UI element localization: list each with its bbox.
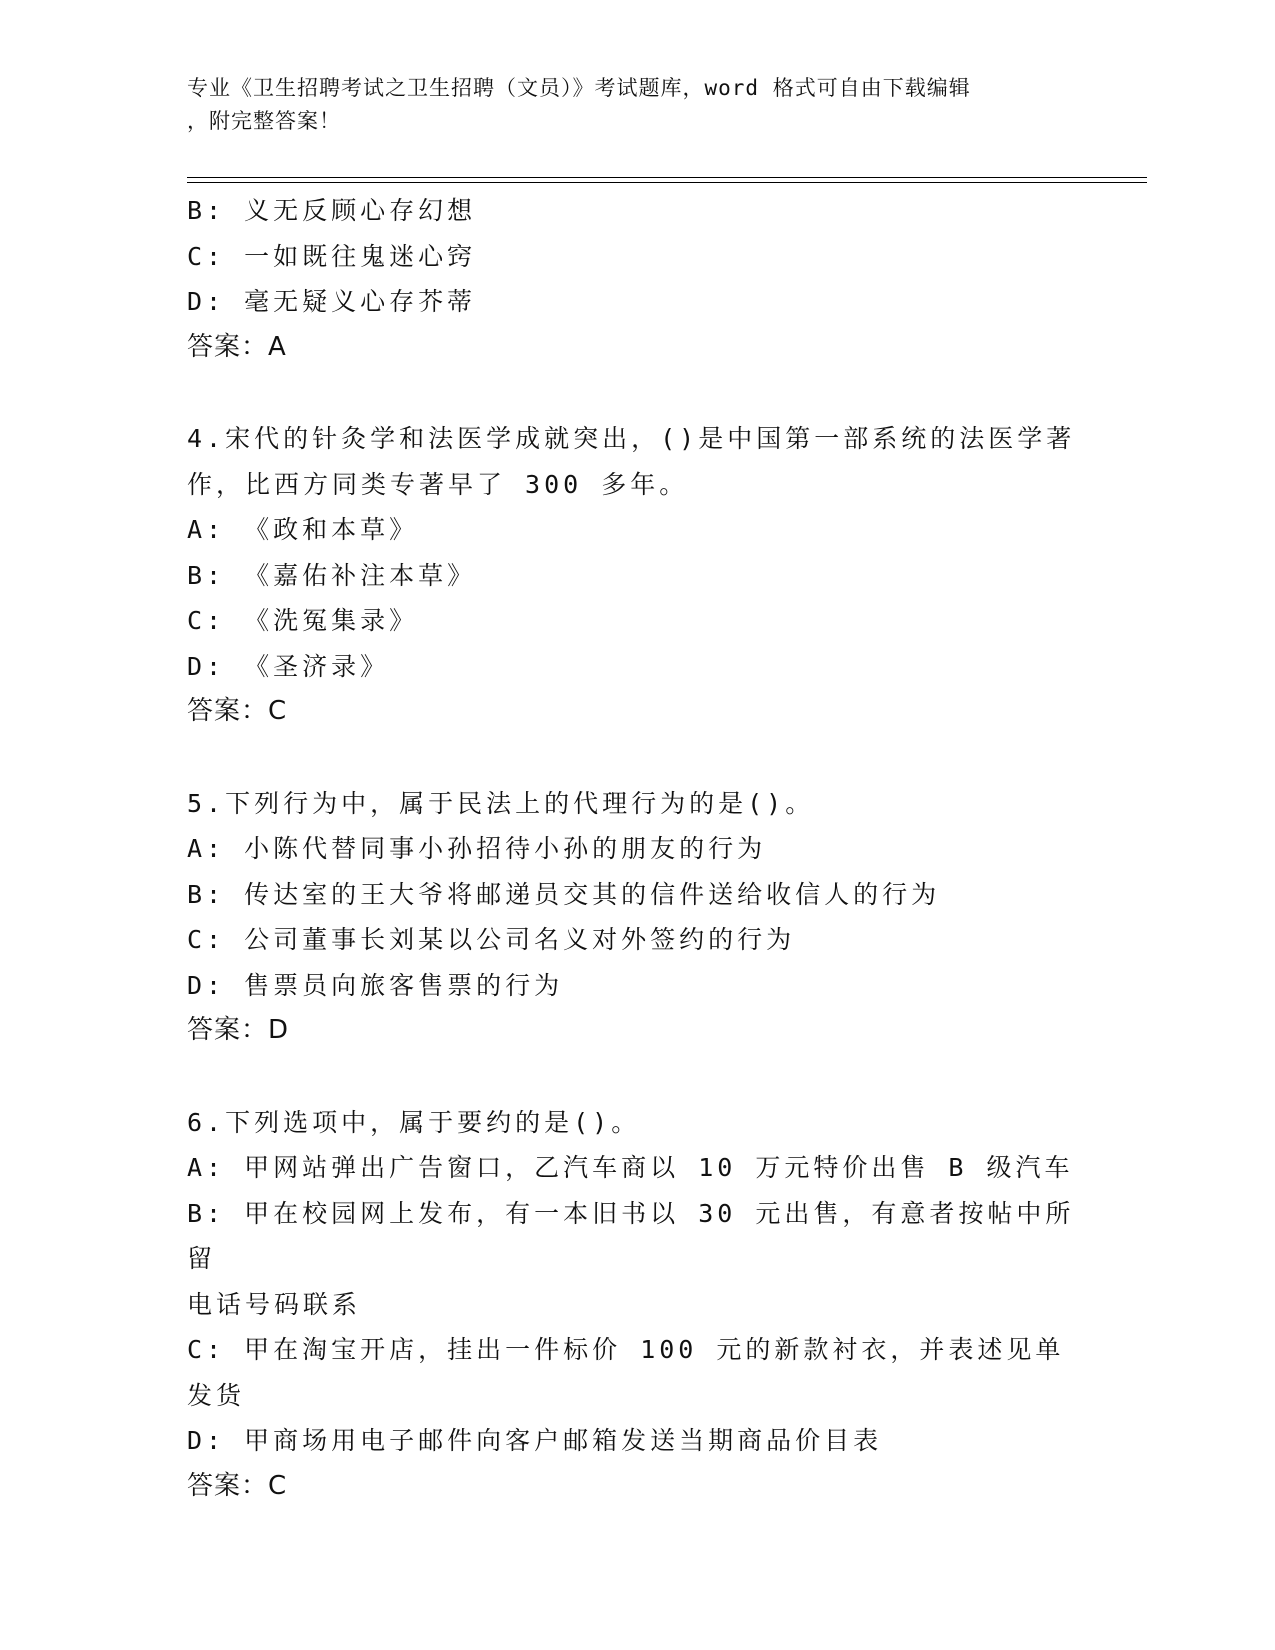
option-d: D: 甲商场用电子邮件向客户邮箱发送当期商品价目表 bbox=[187, 1426, 883, 1455]
option-c: C: 《洗冤集录》 bbox=[187, 606, 419, 635]
header-line-2: ，附完整答案！ bbox=[187, 109, 341, 133]
option-c: C: 一如既往鬼迷心窍 bbox=[187, 241, 477, 271]
header-line-1: 专业《卫生招聘考试之卫生招聘（文员）》考试题库，word 格式可自由下载编辑 bbox=[187, 76, 971, 100]
question-stem: 5.下列行为中，属于民法上的代理行为的是()。 bbox=[187, 788, 815, 818]
option-c: C: 公司董事长刘某以公司名义对外签约的行为 bbox=[187, 925, 796, 954]
option-a: A: 小陈代替同事小孙招待小孙的朋友的行为 bbox=[187, 834, 767, 863]
question-stem: 6.下列选项中，属于要约的是()。 bbox=[187, 1107, 641, 1137]
option-a: A: 甲网站弹出广告窗口，乙汽车商以 10 万元特价出售 B 级汽车 bbox=[187, 1153, 1074, 1182]
question-6 bbox=[187, 1100, 1087, 1510]
answer: 答案：A bbox=[187, 331, 287, 362]
option-a: A: 《政和本草》 bbox=[187, 515, 419, 544]
answer: 答案：C bbox=[187, 696, 288, 726]
question-3-continued bbox=[187, 188, 1087, 370]
answer: 答案：C bbox=[187, 1470, 288, 1501]
option-c: C: 甲在淘宝开店，挂出一件标价 100 元的新款衬衣，并表述见单发货 bbox=[187, 1335, 1065, 1410]
question-list bbox=[187, 188, 1087, 1509]
option-b: B: 义无反顾心存幻想 bbox=[187, 196, 477, 225]
option-d: D: 《圣济录》 bbox=[187, 651, 390, 681]
header-rule-bottom bbox=[187, 182, 1147, 183]
option-b: B: 《嘉佑补注本草》 bbox=[187, 560, 477, 590]
answer: 答案：D bbox=[187, 1015, 290, 1045]
question-stem: 4.宋代的针灸学和法医学成就突出，()是中国第一部系统的法医学著 bbox=[187, 424, 1076, 453]
option-b: B: 传达室的王大爷将邮递员交其的信件送给收信人的行为 bbox=[187, 879, 941, 909]
question-stem-continued: 作，比西方同类专著早了 300 多年。 bbox=[187, 469, 689, 499]
option-b-continued: 电话号码联系 bbox=[187, 1289, 362, 1319]
question-5 bbox=[187, 781, 1087, 1054]
option-d: D: 售票员向旅客售票的行为 bbox=[187, 970, 564, 1000]
question-4 bbox=[187, 416, 1087, 735]
header-rule-top bbox=[187, 177, 1147, 178]
option-d: D: 毫无疑义心存芥蒂 bbox=[187, 287, 477, 316]
option-b: B: 甲在校园网上发布，有一本旧书以 30 元出售，有意者按帖中所留 bbox=[187, 1198, 1075, 1273]
document-header bbox=[187, 72, 1067, 138]
